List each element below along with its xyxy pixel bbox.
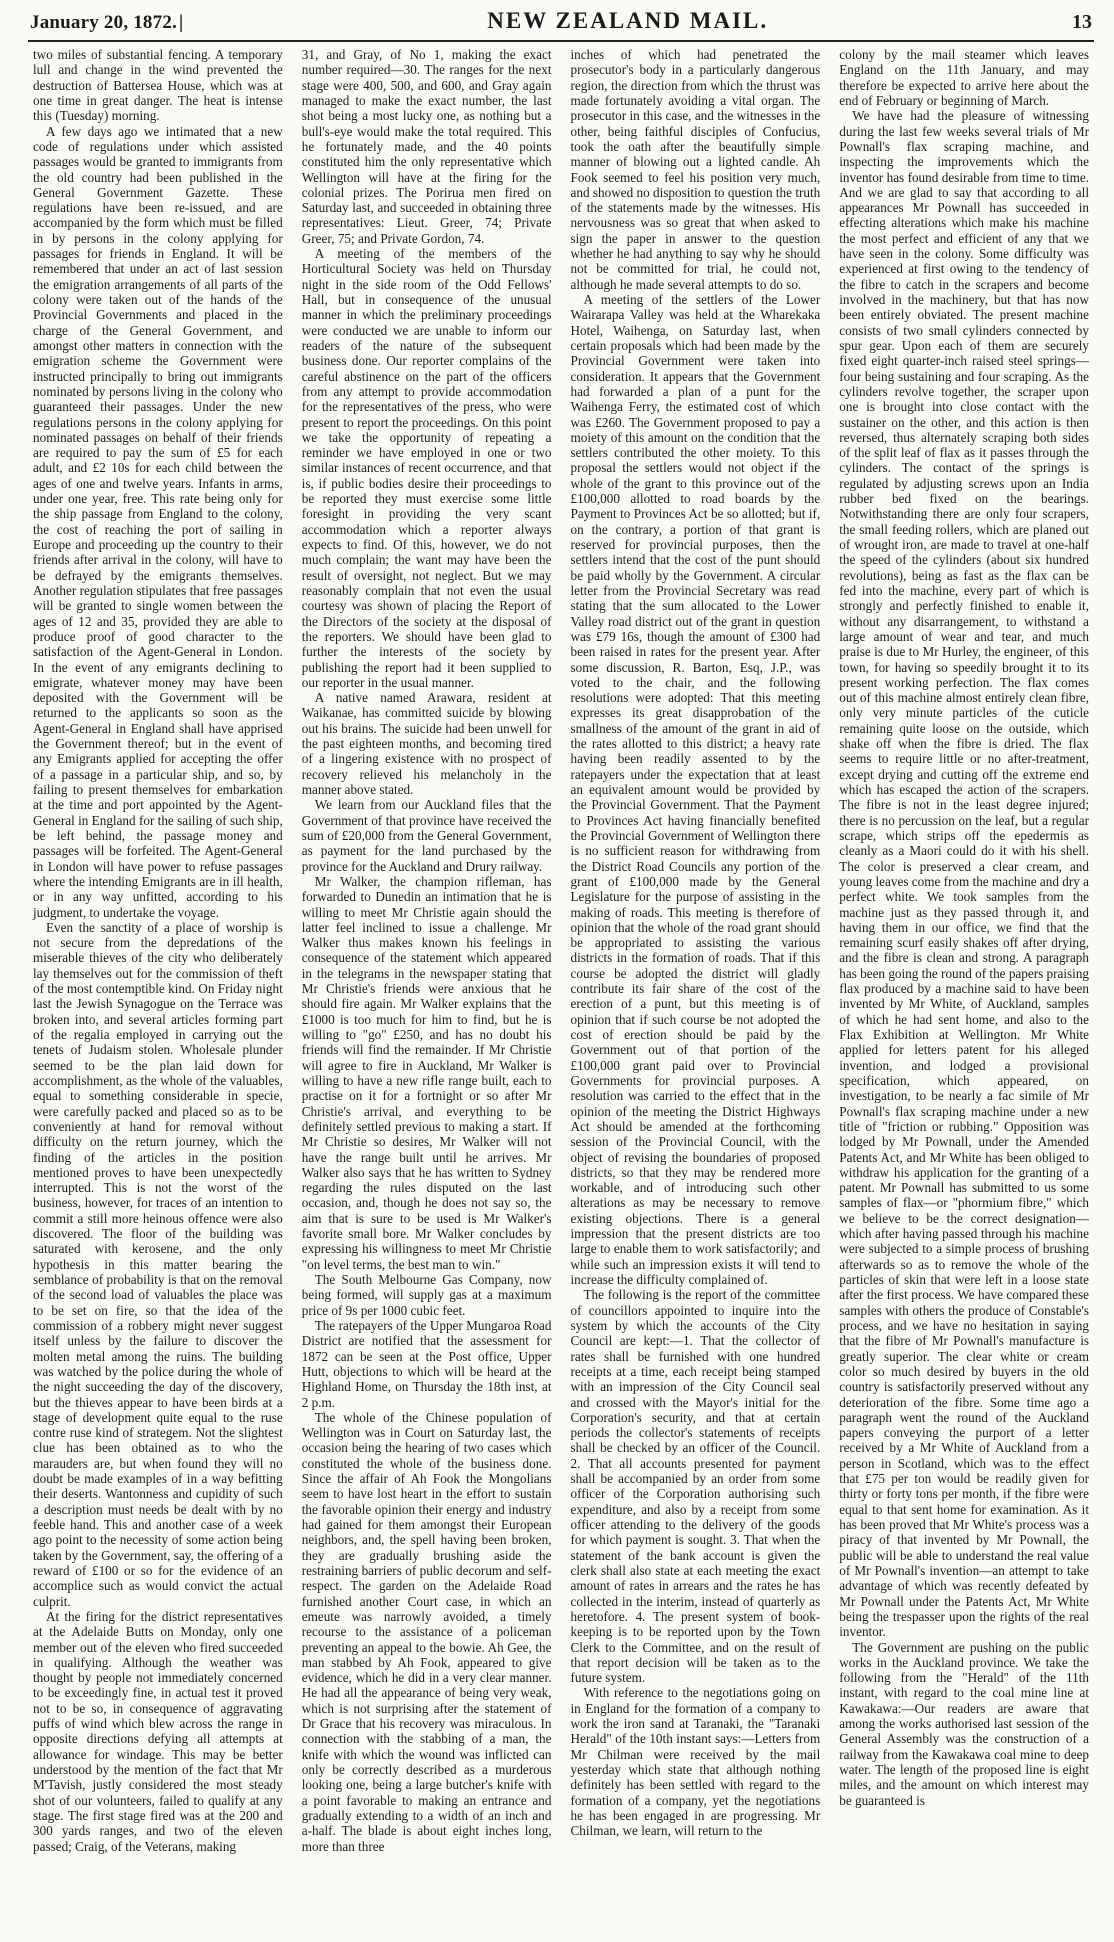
paragraph: The ratepayers of the Upper Mungaroa Road District are notified that the assessment for 1872 can be seen at the Post office, Upper Hutt, objections to which will be heard at the Highland Home, on Thursday the 18th inst, at 2 p.m. bbox=[301, 1317, 552, 1410]
paragraph: We learn from our Auckland files that the Government of that province have received the sum of £20,000 from the General Government, as payment for the land purchased by the province for the Auckland and Drury railway. bbox=[301, 797, 552, 874]
paragraph: Even the sanctity of a place of worship is not secure from the depredations of the miserable thieves of the city who deliberately lay themselves out for the commission of theft of the most contemptible kind. On Friday night last the Jewish Synagogue on the Terrace was broken into, and several articles forming part of the regalia employed in carrying out the tenets of Judaism stolen. Wholesale plunder seemed to be the plan laid down for accomplishment, as the whole of the valuables, equal to something considerable in specie, were carefully packed and placed so as to be conveniently at hand for removal without difficulty on the return journey, which the finding of the articles in the position mentioned proves to have been unexpectedly interrupted. This is not the worst of the business, however, for traces of an intention to commit a still more heinous offence were also discovered. The floor of the building was saturated with kerosene, and the only hypothesis in this matter bearing the semblance of probability is that on the removal of the second load of valuables the place was to be set on fire, so that the idea of the commission of a robbery might never suggest itself unless by the failure to discover the molten metal among the ruins. The building was watched by the police during the whole of the night succeeding the day of the discovery, but the thieves appear to have been birds at a stage of development quite equal to the ruse contre ruse kind of strategem. Not the slightest clue has been obtained as to who the marauders are, but when found they will no doubt be made examples of in a way befitting their deserts. Wantonness and cupidity of such a description must needs be dealt with by no feeble hand. This and another case of a week ago point to the necessity of some action being taken by the Government, say, the offering of a reward of £100 or so for the evidence of an accomplice such as would convict the actual culprit. bbox=[33, 919, 283, 1609]
paragraph: The following is the report of the committee of councillors appointed to inquire into the system by which the accounts of the City Council are kept:—1. That the collector of rates shall be furnished with one hundred receipts at a time, each receipt being stamped with an impression of the City Council seal and crossed with the Mayor's initial for the Corporation's security, and that at certain periods the collector's statements of receipts shall be checked by an officer of the Council. 2. That all accounts presented for payment shall be accompanied by an order from some officer of the Corporation authorising such expenditure, and also by a receipt from some officer attending to the delivery of the goods for which payment is sought. 3. That when the statement of the bank account is given the clerk shall also state at each meeting the exact amount of rates in arrears and the rates he has collected in the interim, instead of quarterly as heretofore. 4. The present system of book-keeping is to be reported upon by the Town Clerk to the Committee, and on the result of that report decision will be taken as to the future system. bbox=[570, 1287, 821, 1686]
paragraph: two miles of substantial fencing. A temporary lull and change in the wind prevented the destruction of Battersea House, which was at one time in great danger. The heat is intense this (Tuesday) morning. bbox=[33, 47, 283, 124]
newspaper-title: NEW ZEALAND MAIL. bbox=[487, 8, 769, 33]
paragraph: The Government are pushing on the public works in the Auckland province. We take the following from the "Herald" of the 11th instant, with regard to the coal mine line at Kawakawa:—Our readers are aware that among the works authorised last session of the General Assembly was the construction of a railway from the Kawakawa coal mine to deep water. The length of the proposed line is eight miles, and the amount on which interest may be guaranteed is bbox=[839, 1639, 1089, 1808]
date-separator: | bbox=[178, 12, 184, 33]
paragraph: colony by the mail steamer which leaves England on the 11th January, and may therefore be expected to arrive here about the end of February or beginning of March. bbox=[839, 47, 1089, 108]
paragraph: 31, and Gray, of No 1, making the exact number required—30. The ranges for the next stage were 400, 500, and 600, and Gray again managed to make the exact number, the last shot being a most lucky one, as nothing but a bull's-eye would make the total required. This he fortunately made, and the 40 points constituted him the only representative which Wellington will have at the firing for the colonial prizes. The Porirua men fired on Saturday last, and succeeded in obtaining three representatives: Lieut. Greer, 74; Private Greer, 75; and Private Gordon, 74. bbox=[301, 47, 552, 246]
masthead bbox=[28, 8, 1094, 42]
paragraph: At the firing for the district representatives at the Adelaide Butts on Monday, only one member out of the eleven who fired succeeded in qualifying. Although the weather was thought by people not immediately concerned to be exceedingly fine, in actual test it proved not to be so, in consequence of aggravating puffs of wind which blew across the range in opposite directions defying all attempts at allowance for windage. This may be better understood by the mention of the fact that Mr M'Tavish, justly considered the most steady shot of our volunteers, failed to qualify at any stage. The first stage fired was at the 200 and 300 yards ranges, and two of the eleven passed; Craig, of the Veterans, making bbox=[33, 1608, 283, 1854]
page-number: 13 bbox=[1072, 11, 1092, 33]
paragraph: We have had the pleasure of witnessing during the last few weeks several trials of Mr Pownall's flax scraping machine, and inspecting the improvements which the inventor has found desirable from time to time. And we are glad to say that according to all appearances Mr Pownall has succeeded in effecting alterations which make his machine the most perfect and efficient of any that we have seen in the colony. Some difficulty was experienced at first owing to the tendency of the fibre to catch in the scrapers and become involved in the machinery, but that has now been entirely obviated. The present machine consists of two small cylinders connected by spur gear. Upon each of them are securely fixed eight quarter-inch raised steel springs—four being sustaining and four scraping. As the cylinders revolve together, the scraper upon one is brought into close contact with the sustainer on the other, and this action is then reversed, thus alternately scraping both sides of the split leaf of flax as it passes through the cylinders. The contact of the springs is regulated by adjusting screws upon an India rubber bed fixed on the bearings. Notwithstanding there are only four scrapers, the small feeding rollers, which are planed out of wrought iron, are made to travel at one-half the speed of the cylinders (about six hundred revolutions), being as fast as the flax can be fed into the machine, every part of which is strongly and perfectly finished to enable it, without any disarrangement, to withstand a large amount of wear and tear, and much praise is due to Mr Hurley, the engineer, of this town, for having so speedily brought it to its present working perfection. The flax comes out of this machine almost entirely clean fibre, only very minute particles of the cuticle remaining quite loose on the outside, which shake off when the fibre is dried. The flax seems to require little or no after-treatment, except drying and cutting off the extreme end which has escaped the action of the scrapers. The fibre is not in the least degree injured; there is no percussion on the leaf, but a regular scrape, which strips off the epedermis as cleanly as a Maori could do it with his shell. The color is preserved a clear cream, and young leaves come from the machine and dry a perfect white. We took samples from the machine just as they passed through it, and having them in our office, we find that the remaining scurf easily shakes off after drying, and the fibre is clean and strong. A paragraph has been going the round of the papers praising flax produced by a machine said to have been invented by Mr White, of Auckland, samples of which he had sent home, and also to the Flax Exhibition at Wellington. Mr White applied for letters patent for his alleged invention, and lodged a provisional specification, which appeared, on investigation, to be nearly a fac simile of Mr Pownall's flax scraping machine under a new title of "friction or rubbing." Opposition was lodged by Mr Pownall, under the Amended Patents Act, and Mr White has been obliged to withdraw his application for the granting of a patent. Mr Pownall has submitted to us some samples of flax—or "phormium fibre," which we believe to be the correct designation—which after having passed through his machine were subjected to a simple process of brushing afterwards so as to remove the whole of the particles of skin that were left in a loose state after the first process. We have compared these samples with others the produce of Constable's process, and we have no hesitation in saying that the fibre of Mr Pownall's manufacture is greatly superior. The clear white or cream color so much desired by buyers in the old country is satisfactorily preserved without any deterioration of the fibre. Some time ago a paragraph went the round of the Auckland papers conveying the purport of a letter received by a Mr White of Auckland from a person in Scotland, which was to the effect that £75 per ton would be readily given for thirty or forty tons per month, if the fibre were equal to that sent home for examination. As it has been proved that Mr White's process was a piracy of that invented by Mr Pownall, the public will be able to understand the real value of Mr Pownall's invention—an attempt to take advantage of which was recently defeated by Mr Pownall under the Patents Act, Mr White being the trespasser upon the rights of the real inventor. bbox=[839, 108, 1090, 1640]
paragraph: A meeting of the settlers of the Lower Wairarapa Valley was held at the Wharekaka Hotel, Waihenga, on Saturday last, when certain proposals which had been made by the Provincial Government were taken into consideration. It appears that the Government had forwarded a plan of a punt for the Waihenga Ferry, the estimated cost of which was £260. The Government proposed to pay a moiety of this amount on the condition that the settlers contributed the other moiety. To this proposal the settlers would not object if the whole of the grant to this province out of the £100,000 allotted to road boards by the Payment to Provinces Act be so allotted; but if, on the contrary, a portion of that grant is reserved for provincial purposes, then the settlers intend that the cost of the punt should be paid wholly by the Government. A circular letter from the Provincial Secretary was read stating that the sum allocated to the Lower Valley road district out of the grant in question was £79 16s, though the amount of £300 had been raised in rates for the present year. After some discussion, R. Barton, Esq, J.P., was voted to the chair, and the following resolutions were adopted: That this meeting expresses its great disapprobation of the smallness of the amount of the grant in aid of the rates allotted to this district; a heavy rate having been readily assented to by the ratepayers under the expectation that at least an equivalent amount would be provided by the Provincial Government. That the Payment to Provinces Act having financially benefited the Provincial Government of Wellington there is no sufficient reason for withdrawing from the District Road Councils any portion of the grant of £100,000 made by the General Legislature for the purpose of assisting in the making of roads. This meeting is therefore of opinion that the whole of the road grant should be appropriated to assisting the various districts in the formation of roads. That if this course be adopted the district will gladly contribute its fair share of the cost of the erection of a punt, but this meeting is of opinion that if such course be not adopted the cost of erection should be paid by the Government out of that portion of the £100,000 grant paid over to Provincial Governments for provincial purposes. A resolution was carried to the effect that in the opinion of the meeting the District Highways Act should be amended at the forthcoming session of the Provincial Council, with the object of revising the boundaries of proposed districts, so that they may be rendered more workable, and of introducing such other alterations as may be necessary to remove existing objections. There is a general impression that the present districts are too large to enable them to work satisfactorily; and while such an impression exists it will tend to increase the difficulty complained of. bbox=[570, 292, 821, 1287]
paragraph: Mr Walker, the champion rifleman, has forwarded to Dunedin an intimation that he is willing to meet Mr Christie again should the latter feel inclined to issue a challenge. Mr Walker thus makes known his feelings in consequence of the statement which appeared in the telegrams in the newspaper stating that Mr Christie's friends were anxious that he should fire again. Mr Walker explains that the £1000 is too much for him to find, but he is willing to "go" £250, and has no doubt his friends will find the remainder. If Mr Christie will agree to fire in Auckland, Mr Walker is willing to have a new rifle range built, each to practise on it for a fortnight or so after Mr Christie's arrival, and everything to be definitely settled previous to making a start. If Mr Christie so desires, Mr Walker will not have the range built until he arrives. Mr Walker also says that he has written to Sydney regarding the rules disputed on the last occasion, and, though he does not say so, the aim that is sure to be used is Mr Walker's favorite small bore. Mr Walker concludes by expressing his willingness to meet Mr Christie "on level terms, the best man to win." bbox=[301, 873, 552, 1272]
column-3 bbox=[566, 47, 826, 1937]
column-2 bbox=[297, 47, 557, 1937]
article-columns bbox=[28, 47, 1094, 1937]
paragraph: A native named Arawara, resident at Waikanae, has committed suicide by blowing out his brains. The suicide had been unwell for the past eighteen months, and becoming tired of a lingering existence with no prospect of recovery relieved his melancholy in the manner above stated. bbox=[301, 690, 552, 797]
column-1 bbox=[28, 47, 288, 1937]
paragraph: The South Melbourne Gas Company, now being formed, will supply gas at a maximum price of 9s per 1000 cubic feet. bbox=[301, 1272, 552, 1318]
paragraph: inches of which had penetrated the prosecutor's body in a particularly dangerous region, the direction from which the thrust was made fortunately avoiding a vital organ. The prosecutor in this case, and the witnesses in the other, being faithful disciples of Confucius, took the oath after the beautifully simple manner of blowing out a lighted candle. Ah Fook seemed to feel his position very much, and showed no disposition to question the truth of the statements made by the witnesses. His nervousness was so great that when asked to sign the paper in answer to the question whether he had anything to say why he should not be committed for trial, he could not, although he made several attempts to do so. bbox=[570, 47, 821, 292]
paragraph: A few days ago we intimated that a new code of regulations under which assisted passages would be granted to immigrants from the old country had been published in the General Government Gazette. These regulations have been re-issued, and are accompanied by the form which must be filled in by persons in the colony applying for passages for friends in England. It will be remembered that under an act of last session the emigration arrangements of all parts of the colony were taken out of the hands of the Provincial Governments and placed in the charge of the General Government, and amongst other matters in connection with the emigration scheme the Government were instructed principally to bring out immigrants nominated by persons living in the colony who guaranteed their passages. Under the new regulations persons in the colony applying for nominated passages on behalf of their friends are required to pay the sum of £5 for each adult, and £2 10s for each child between the ages of one and twelve years. Infants in arms, under one year, free. This rate being only for the ship passage from England to the colony, the cost of reaching the port of sailing in Europe and proceeding up the country to their friends after arrival in the colony, will have to be defrayed by the emigrants themselves. Another regulation stipulates that free passages will be granted to single women between the ages of 12 and 35, provided they are able to produce proof of good character to the satisfaction of the Agent-General in London. In the event of any emigrants declining to emigrate, whatever money may have been deposited with the Government will be returned to the applicants so soon as the Agent-General in England shall have apprised the Government thereof; but in the event of any Emigrants applied for accepting the offer of a passage in a particular ship, and so, by failing to present themselves for embarkation at the time and port appointed by the Agent-General in England for the sailing of such ship, be left behind, the passage money and passages will be forfeited. The Agent-General in London will have power to refuse passages where the intending Emigrants are in ill health, or in any way unfitted, according to his judgment, to undertake the voyage. bbox=[33, 123, 283, 920]
paragraph: The whole of the Chinese population of Wellington was in Court on Saturday last, the occasion being the hearing of two cases which constituted the whole of the business done. Since the affair of Ah Fook the Mongolians seem to have lost heart in the effort to sustain the favorable opinion their energy and industry had gained for them amongst their European neighbors, and, the spell having been broken, they are gradually brushing aside the restraining barriers of public decorum and self-respect. The garden on the Adelaide Road furnished another Court case, in which an emeute was narrowly avoided, a timely recourse to the assistance of a policeman preventing an appeal to the bowie. Ah Gee, the man stabbed by Ah Fook, appeared to give evidence, which he did in a very clear manner. He had all the appearance of being very weak, which is not surprising after the statement of Dr Grace that his recovery was miraculous. In connection with the stabbing of a man, the knife with which the wound was inflicted can only be correctly described as a murderous looking one, being a large butcher's knife with a point favorable to making an entrance and gradually extending to a width of an inch and a-half. The blade is about eight inches long, more than three bbox=[301, 1409, 552, 1854]
paragraph: With reference to the negotiations going on in England for the formation of a company to work the iron sand at Taranaki, the "Taranaki Herald" of the 10th instant says:—Letters from Mr Chilman were received by the mail yesterday which state that although nothing definitely has been settled with regard to the formation of a company, yet the negotiations he has been engaged in are progressing. Mr Chilman, we learn, will return to the bbox=[570, 1685, 821, 1839]
paragraph: A meeting of the members of the Horticultural Society was held on Thursday night in the side room of the Odd Fellows' Hall, but in consequence of the unusual manner in which the preliminary proceedings were conducted we are unable to inform our readers of the nature of the subsequent business done. Our reporter complains of the careful abstinence on the part of the officers from any attempt to provide accommodation for the representatives of the press, who were present to report the proceedings. On this point we take the opportunity of repeating a reminder we have employed in one or two similar instances of recent occurrence, and that is, if public bodies desire their proceedings to be reported they must exercise some little foresight in providing the very scant accommodation which a reporter always expects to find. Of this, however, we do not much complain; the want may have been the result of oversight, not neglect. But we may reasonably complain that not even the usual courtesy was shown of placing the Report of the Directors of the society at the disposal of the reporters. We should have been glad to further the interests of the society by publishing the report had it been supplied to our reporter in the usual manner. bbox=[301, 246, 552, 690]
column-4 bbox=[834, 47, 1094, 1937]
issue-date: January 20, 1872. | bbox=[30, 12, 184, 33]
